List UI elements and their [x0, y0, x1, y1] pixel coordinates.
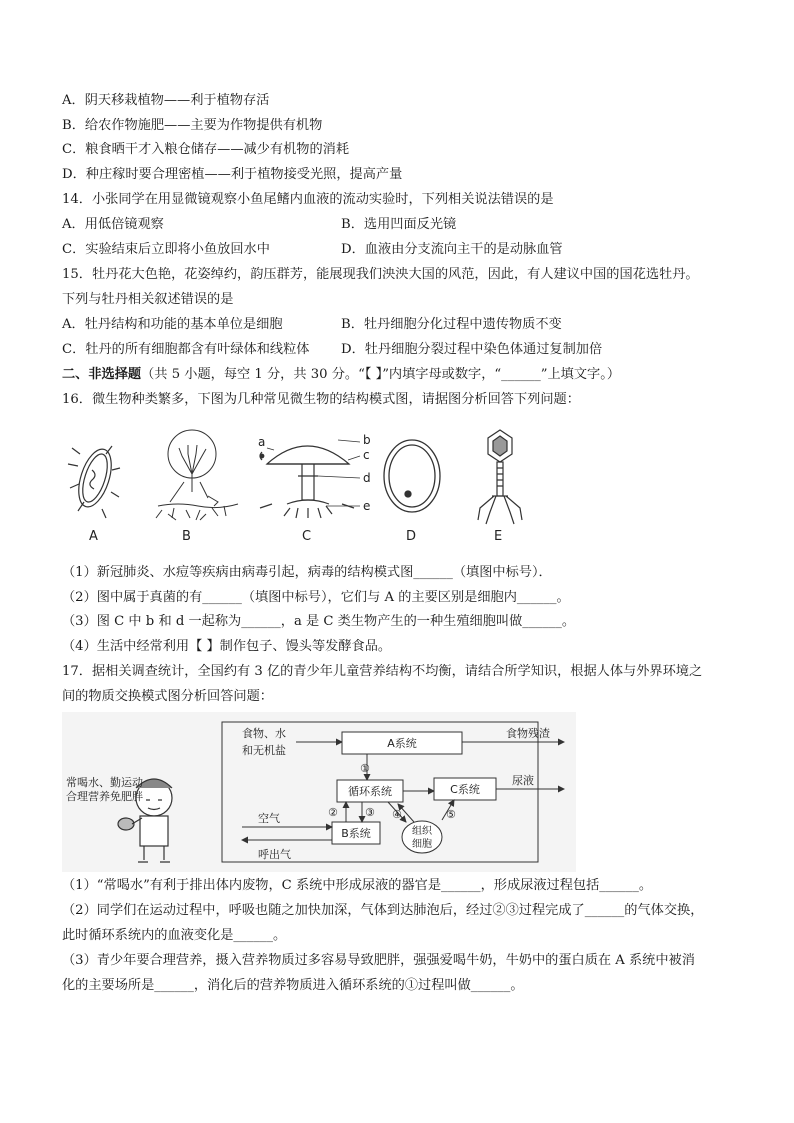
mold-drawing — [156, 430, 238, 520]
q14-option-c: C．实验结束后立即将小鱼放回水中 — [62, 242, 270, 257]
q15-option-c: C．牡丹的所有细胞都含有叶绿体和线粒体 — [62, 342, 310, 357]
q17-sub-2: （2）同学们在运动过程中，呼吸也随之加快加深，气体到达肺泡后，经过②③过程完成了______的气体交换， — [62, 903, 704, 918]
q17-sub-1: （1）“常喝水”有利于排出体内废物，C 系统中形成尿液的器官是______，形成尿液过程包括______。 — [62, 878, 653, 893]
figure-letter-a: A — [89, 529, 98, 544]
tissue-label-line1: 组织 — [412, 826, 432, 837]
q17-stem-line1: 17．据相关调查统计，全国约有 3 亿的青少年儿童营养结构不均衡，请结合所学知识，根据人体与外界环境之 — [62, 664, 703, 679]
q16-sub-4: （4）生活中经常利用【 】制作包子、馒头等发酵食品。 — [62, 639, 392, 654]
system-a-label: A系统 — [387, 737, 417, 750]
urine-label: 尿液 — [512, 774, 534, 787]
residue-label: 食物残渣 — [506, 727, 550, 740]
part-label-a: a — [258, 435, 266, 449]
microorganisms-figure — [62, 414, 532, 546]
q15-option-b: B．牡丹细胞分化过程中遗传物质不变 — [341, 317, 562, 332]
q13-option-a: A．阴天移栽植物——利于植物存活 — [62, 93, 270, 108]
q17-sub-3-cont: 化的主要场所是______，消化后的营养物质进入循环系统的①过程叫做______。 — [62, 978, 524, 993]
q14-option-a: A．用低倍镜观察 — [62, 217, 164, 232]
part-label-d: d — [363, 471, 371, 485]
system-c-label: C系统 — [450, 783, 480, 796]
slogan-line2: 合理营养免肥胖 — [66, 790, 143, 803]
process-1: ① — [360, 762, 370, 775]
part-label-e: e — [363, 499, 371, 513]
air-label: 空气 — [258, 812, 280, 825]
q16-sub-2: （2）图中属于真菌的有______（填图中标号），它们与 A 的主要区别是细胞内______。 — [62, 590, 570, 605]
q17-stem-line2: 间的物质交换模式图分析回答问题： — [62, 689, 273, 704]
circulatory-system-label: 循环系统 — [348, 785, 392, 798]
virus-drawing — [478, 430, 522, 524]
q13-option-d: D．种庄稼时要合理密植——利于植物接受光照，提高产量 — [62, 167, 403, 182]
q13-option-c: C．粮食晒干才入粮仓储存——减少有机物的消耗 — [62, 142, 350, 157]
q15-option-d: D．牡丹细胞分裂过程中染色体通过复制加倍 — [341, 342, 603, 357]
mushroom-drawing — [260, 446, 354, 518]
food-label-line2: 和无机盐 — [242, 744, 286, 757]
yeast-drawing — [384, 440, 440, 512]
process-4: ④ — [392, 808, 402, 821]
q14-option-d: D．血液由分支流向主干的是动脉血管 — [341, 242, 563, 257]
system-b-label: B系统 — [341, 827, 371, 840]
exhaled-air-label: 呼出气 — [258, 848, 291, 861]
food-label-line1: 食物、水 — [242, 727, 286, 740]
process-3: ③ — [365, 806, 375, 819]
figure-letter-b: B — [182, 529, 191, 544]
part-label-b: b — [363, 433, 371, 447]
q14-stem: 14．小张同学在用显微镜观察小鱼尾鳍内血液的流动实验时，下列相关说法错误的是 — [62, 192, 554, 207]
q13-option-b: B．给农作物施肥——主要为作物提供有机物 — [62, 118, 323, 133]
q15-stem-line1: 15．牡丹花大色艳，花姿绰约，韵压群芳，能展现我们泱泱大国的风范，因此，有人建议中国的国花选牡丹。 — [62, 267, 699, 282]
bacterium-drawing — [68, 445, 120, 518]
section-title: 二、非选择题 — [62, 367, 142, 382]
q15-option-a: A．牡丹结构和功能的基本单位是细胞 — [62, 317, 283, 332]
tissue-label-line2: 细胞 — [412, 839, 432, 850]
slogan-line1: 常喝水、勤运动 — [66, 776, 143, 789]
process-2: ② — [328, 806, 338, 819]
q15-stem-line2: 下列与牡丹相关叙述错误的是 — [62, 292, 234, 307]
q16-sub-1: （1）新冠肺炎、水痘等疾病由病毒引起，病毒的结构模式图______（填图中标号）． — [62, 565, 552, 580]
figure-letter-d: D — [406, 529, 417, 544]
section-heading — [62, 366, 620, 383]
q17-sub-3: （3）青少年要合理营养，摄入营养物质过多容易导致肥胖，强强爱喝牛奶，牛奶中的蛋白质在 A 系统中被消 — [62, 953, 695, 968]
section-instructions: （共 5 小题，每空 1 分，共 30 分。“【 】”内填字母或数字，“______”上填文字。） — [141, 367, 621, 382]
q14-option-b: B．选用凹面反光镜 — [341, 217, 457, 232]
q16-sub-3: （3）图 C 中 b 和 d 一起称为______，a 是 C 类生物产生的一种生殖细胞叫做______。 — [62, 614, 576, 629]
figure-letter-c: C — [302, 529, 312, 544]
process-5: ⑤ — [446, 808, 456, 821]
q16-stem: 16．微生物种类繁多，下图为几种常见微生物的结构模式图，请据图分析回答下列问题： — [62, 392, 580, 407]
substance-exchange-diagram — [62, 712, 576, 872]
figure-letters — [89, 529, 502, 544]
part-label-c: c — [363, 448, 370, 462]
figure-letter-e: E — [494, 529, 503, 544]
q17-sub-2-cont: 此时循环系统内的血液变化是______。 — [62, 928, 287, 943]
